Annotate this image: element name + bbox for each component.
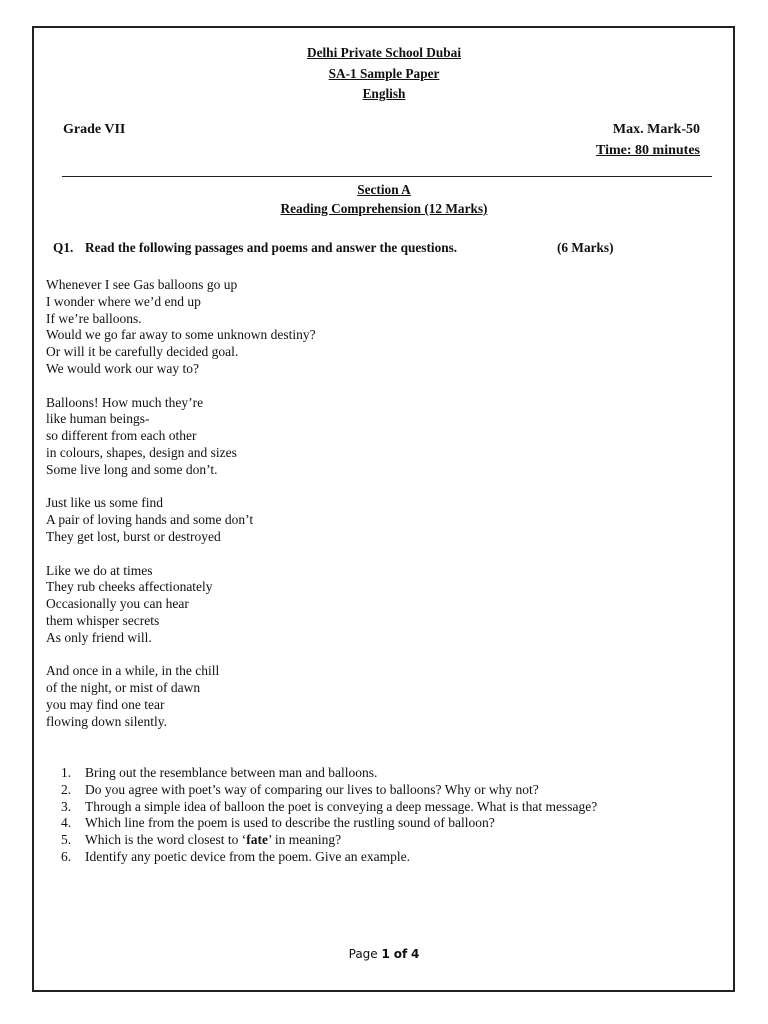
- poem-line: Just like us some find: [46, 495, 163, 511]
- question-item-keyword: fate: [246, 832, 268, 848]
- poem-line: Some live long and some don’t.: [46, 461, 218, 477]
- question-item-number: 2.: [61, 781, 72, 797]
- poem-stanza: [46, 663, 316, 730]
- question-item-text: Bring out the resemblance between man and balloons.: [85, 765, 378, 780]
- poem-line: flowing down silently.: [46, 713, 167, 729]
- poem-line: I wonder where we’d end up: [46, 293, 201, 309]
- question-item-text: ’ in meaning?: [267, 832, 342, 848]
- poem-line: Or will it be carefully decided goal.: [46, 344, 239, 360]
- question-item: [61, 782, 597, 799]
- school-name: Delhi Private School Dubai: [306, 45, 462, 60]
- poem-line: of the night, or mist of dawn: [46, 680, 201, 696]
- poem-line: They get lost, burst or destroyed: [46, 528, 221, 544]
- question-item-number: 6.: [61, 848, 72, 864]
- question-item-text: Which line from the poem is used to describe the rustling sound of balloon?: [85, 815, 495, 831]
- question-item: [61, 832, 597, 849]
- time-label: Time: 80 minutes: [596, 143, 700, 158]
- poem-line: We would work our way to?: [46, 360, 200, 376]
- poem-line: like human beings-: [46, 411, 150, 427]
- question-item-text: Identify any poetic device from the poem. Give an example.: [85, 848, 411, 864]
- question-item-number: 4.: [61, 815, 72, 831]
- poem-line: Would we go far away to some unknown destiny?: [46, 327, 316, 343]
- poem-line: They rub cheeks affectionately: [46, 579, 213, 595]
- poem-line: And once in a while, in the chill: [46, 663, 220, 679]
- poem-line: Balloons! How much they’re: [46, 394, 204, 410]
- page-of-word: of: [393, 947, 408, 961]
- section-subtitle: Reading Comprehension (12 Marks): [280, 201, 488, 216]
- question-number: Q1.: [53, 240, 74, 255]
- poem-line: in colours, shapes, design and sizes: [46, 444, 237, 460]
- question-list: [61, 765, 597, 866]
- section-title: Section A: [357, 182, 411, 197]
- header-divider: [62, 176, 712, 177]
- question-item-number: 3.: [61, 798, 72, 814]
- poem-stanza: [46, 277, 316, 378]
- page-word: Page: [348, 947, 378, 961]
- poem-line: As only friend will.: [46, 629, 152, 645]
- poem-line: so different from each other: [46, 428, 197, 444]
- poem-line: Like we do at times: [46, 562, 153, 578]
- poem-line: Occasionally you can hear: [46, 596, 189, 612]
- max-mark-label: Max. Mark-50: [612, 122, 700, 137]
- question-item-text: Which is the word closest to ‘: [85, 832, 247, 848]
- question-item-number: 5.: [61, 832, 72, 848]
- poem-stanza: [46, 395, 316, 479]
- subject-title: English: [362, 86, 406, 101]
- question-item: [61, 799, 597, 816]
- poem-line: them whisper secrets: [46, 612, 160, 628]
- poem-line: A pair of loving hands and some don’t: [46, 512, 254, 528]
- grade-label: Grade VII: [63, 122, 126, 137]
- poem-line: If we’re balloons.: [46, 310, 142, 326]
- page-number: 1: [381, 947, 390, 961]
- poem-stanza: [46, 563, 316, 647]
- question-item: [61, 815, 597, 832]
- question-item-text: Do you agree with poet’s way of comparing our lives to balloons? Why or why not?: [85, 781, 539, 797]
- question-text: Read the following passages and poems and answer the questions.: [85, 240, 458, 255]
- page-footer: [0, 947, 768, 961]
- poem-line: you may find one tear: [46, 696, 165, 712]
- poem-line: Whenever I see Gas balloons go up: [46, 277, 238, 292]
- question-item: [61, 765, 597, 782]
- question-item-text: Through a simple idea of balloon the poet is conveying a deep message. What is that message?: [85, 798, 598, 814]
- paper-title: SA-1 Sample Paper: [328, 66, 440, 81]
- question-item-number: 1.: [61, 765, 72, 780]
- question-marks: (6 Marks): [557, 240, 614, 255]
- question-item: [61, 849, 597, 866]
- poem-stanza: [46, 495, 316, 545]
- page-total: 4: [411, 947, 420, 961]
- poem: [46, 277, 316, 747]
